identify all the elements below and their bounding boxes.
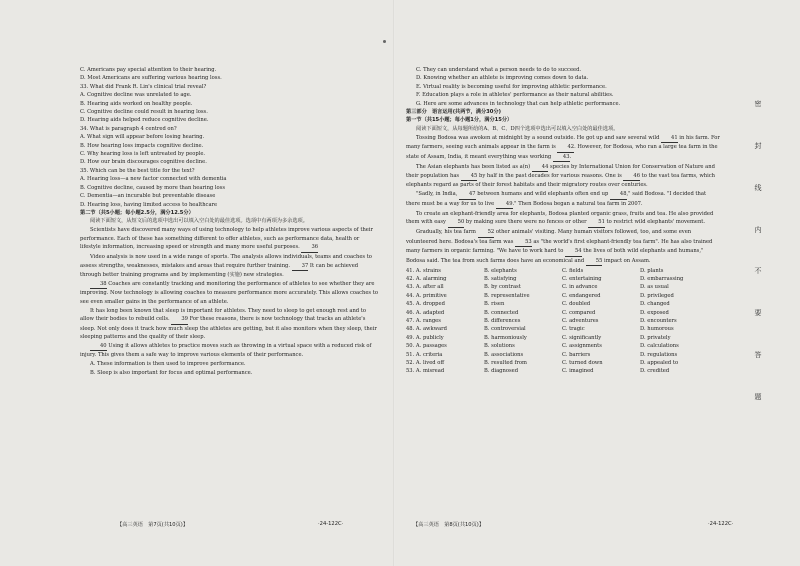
page-footer-code: ·24-122C·	[708, 521, 734, 527]
option-cell: C. entertaining	[562, 275, 602, 282]
option-lines	[406, 66, 721, 108]
text-line: B. Hearing aids worked on healthy people.	[80, 100, 193, 107]
option-row	[406, 359, 718, 367]
option-cell: C. adventures	[562, 317, 599, 324]
strip-char: 密	[754, 100, 762, 107]
blank-number: 53	[515, 238, 532, 247]
blank-number: 41	[661, 134, 678, 143]
option-cell: B. controversial	[484, 326, 526, 333]
text-line: C. Cognitive decline could result in hearing loss.	[80, 109, 208, 116]
passage	[80, 226, 380, 359]
blank-number: 52	[478, 228, 495, 237]
paragraph: To create an elephant-friendly area for elephants, Bodosa planted organic grass, fruits and tea. He also provided them with easy 50 by making sure there were no fences or other 51 to restrict wild elephants' movement.	[406, 210, 721, 228]
paragraph: 40 Using it allows athletes to practice moves such as throwing in a virtual space with a reduced risk of injury. This gives them a safe way to improve various elements of their performance.	[80, 342, 372, 359]
option-cell: 43. A. after all	[406, 284, 444, 291]
option-cell: D. changed	[640, 301, 670, 308]
option-row	[406, 367, 718, 375]
option-row	[406, 317, 718, 325]
option-cell: B. diagnosed	[484, 368, 519, 375]
option-cell: C. significantly	[562, 334, 602, 341]
strip-char: 要	[754, 309, 762, 317]
option-line: D. Knowing whether an athlete is improving comes down to data.	[416, 75, 589, 82]
option-row	[406, 275, 718, 283]
option-cell: C. imagined	[562, 368, 594, 375]
section-heading: 第二节（共5小题；每小题2.5分，满分12.5分）	[80, 209, 194, 216]
option-cell: C. tragic	[562, 326, 585, 333]
option-cell: 50. A. passages	[406, 343, 447, 350]
option-line: B. Sleep is also important for focus and optimal performance.	[90, 369, 253, 376]
option-cell: 49. A. publicly	[406, 334, 444, 341]
option-cell: D. humorous	[640, 326, 674, 333]
option-row	[406, 283, 718, 291]
option-cell: 44. A. primitive	[406, 292, 447, 299]
option-cell: D. credited	[640, 368, 670, 375]
option-cell: 51. A. criteria	[406, 351, 443, 358]
text-line: A. What sign will appear before losing hearing.	[80, 134, 205, 141]
option-cell: D. calculations	[640, 343, 679, 350]
option-cell: C. in advance	[562, 284, 598, 291]
option-cell: C. compared	[562, 309, 596, 316]
blank-number: 47	[459, 190, 476, 199]
option-line: E. Virtual reality is becoming useful for improving athletic performance.	[416, 83, 607, 90]
blank-number: 36	[301, 243, 318, 252]
option-cell: C. barriers	[562, 351, 591, 358]
blank-number: 49	[496, 200, 513, 209]
text-line: C. Why hearing loss is left untreated by people.	[80, 151, 206, 158]
blank-number: 37	[292, 262, 309, 271]
option-line: G. Here are some advances in technology that can help athletic performance.	[416, 100, 621, 107]
option-cell: B. harmoniously	[484, 334, 527, 341]
text-line: 33. What did Frank R. Lin's clinical trial reveal?	[80, 83, 207, 90]
blank-number: 45	[461, 172, 478, 181]
option-cell: B. associations	[484, 351, 524, 358]
text-line: 34. What is paragraph 4 centred on?	[80, 125, 177, 132]
paragraph: 38 Coaches are constantly tracking and monitoring the performance of athletes to see whether they are improving. Now technology is allowing coaches to measure performance more accurately. This allows coaches to see even smaller gains in the performance of an athlete.	[80, 280, 378, 305]
left-page	[0, 0, 395, 566]
blank-number: 38	[90, 280, 107, 289]
option-list	[80, 360, 380, 377]
right-page	[395, 0, 800, 566]
paragraph: Scientists have discovered many ways of using technology to help athletes improve various aspects of their performance. Each of these has something different to offer athletes, such as performance data, health or lifestyle information, increasing speed or strength and many more useful purposes. 36	[80, 226, 380, 252]
blank-number: 40	[90, 342, 107, 351]
part-heading: 第三部分 语言运用(共两节，满分30分)	[406, 109, 501, 116]
text-line: B. How hearing loss impacts cognitive decline.	[80, 142, 204, 149]
text-line: 35. Which can be the best title for the text?	[80, 167, 195, 174]
strip-char: 线	[754, 183, 762, 191]
option-line: A. These information is then used to improve performance.	[90, 361, 246, 368]
text-line: B. Cognitive decline, caused by more than hearing loss	[80, 184, 225, 191]
option-cell: C. doubled	[562, 301, 591, 308]
paragraph: Tossing Bodosa was awoken at midnight by a sound outside. He got up and saw several wild 41 in his farm. For many farmers, seeing such animals appear in the farm is 42. However, for Bodosa, who ran a large tea farm in the state of Assam, India, it meant everything was working 43.	[406, 134, 721, 162]
option-cell: B. resulted from	[484, 359, 527, 366]
text-line: D. How our brain discourages cognitive decline.	[80, 159, 207, 166]
option-cell: C. assignments	[562, 343, 602, 350]
option-cell: D. encounters	[640, 317, 677, 324]
option-cell: C. endangered	[562, 292, 601, 299]
option-cell: B. satisfying	[484, 275, 517, 282]
option-cell: B. risen	[484, 301, 505, 308]
option-row	[406, 351, 718, 359]
option-line: F. Education plays a role in athletes' performance as their natural abilities.	[416, 92, 614, 99]
blank-number: 46	[623, 172, 640, 181]
page-footer-code: ·24-122C·	[318, 521, 344, 527]
option-cell: D. plants	[640, 267, 664, 274]
text-line: A. Cognitive decline was unrelated to age.	[80, 92, 192, 99]
option-cell: B. solutions	[484, 343, 515, 350]
text-line: C. Dementia—an incurable but preventable disease	[80, 193, 216, 200]
strip-char: 答	[754, 351, 762, 359]
section-heading: 第一节（共15小题；每小题1分，满分15分）	[406, 117, 513, 124]
option-row	[406, 334, 718, 342]
option-cell: B. connected	[484, 309, 519, 316]
cloze-passage	[406, 134, 721, 266]
binding-hole-mark	[383, 40, 386, 43]
paragraph: "Sadly, in India, 47 between humans and wild elephants often end up 48," said Bodosa. "I decided that there must be a way for us to live 49." Then Bodosa began a natural tea farm in 2007.	[406, 190, 721, 209]
option-cell: D. exposed	[640, 309, 669, 316]
option-line: C. They can understand what a person needs to do to succeed.	[416, 67, 582, 73]
text-line: D. Hearing loss, having limited access to healthcare	[80, 201, 218, 208]
blank-number: 42	[557, 143, 574, 152]
strip-char: 不	[754, 267, 762, 275]
text-line: C. Americans pay special attention to their hearing.	[80, 67, 217, 73]
text-line: A. Hearing loss—a new factor connected with dementia	[80, 176, 227, 183]
option-cell: 45. A. dropped	[406, 301, 445, 308]
blank-number: 43	[553, 153, 570, 162]
option-cell: 41. A. strains	[406, 267, 441, 274]
strip-char: 内	[754, 225, 762, 233]
right-column	[406, 66, 721, 376]
option-cell: D. appealed to	[640, 359, 679, 366]
question-lines	[80, 66, 380, 209]
option-cell: D. privately	[640, 334, 671, 341]
option-cell: B. elephants	[484, 267, 517, 274]
option-cell: B. by contrast	[484, 284, 521, 291]
paragraph: Video analysis is now used in a wide range of sports. The analysis allows individuals, teams and coaches to assess strengths, weaknesses, mistakes and areas that require further training. 37 It can be achieved through better training programs and by implementing (实施) new strategies.	[80, 254, 372, 278]
option-cell: D. privileged	[640, 292, 674, 299]
text-line: D. Hearing aids helped reduce cognitive decline.	[80, 117, 209, 124]
paragraph: The Asian elephants has been listed as a(n) 44 species by International Union for Conservation of Nature and their population has 45 by half in the past decades for various reasons. One is 46 to the vast tea farms, which elephants regard as parts of their forest habitats and their migratory routes over centuries.	[406, 163, 716, 189]
option-row	[406, 292, 718, 300]
option-cell: D. as usual	[640, 284, 669, 291]
option-cell: 47. A. ranges	[406, 317, 441, 324]
option-cell: 52. A. lived off	[406, 359, 445, 366]
blank-number: 48	[610, 190, 627, 199]
page-footer-label: 【高三英语 第7页(共10页)】	[117, 522, 189, 528]
option-cell: 46. A. adapted	[406, 309, 445, 316]
blank-number: 54	[565, 247, 582, 256]
blank-number: 44	[532, 163, 549, 172]
option-cell: 48. A. awkward	[406, 326, 447, 333]
option-row	[406, 267, 718, 275]
option-cell: C. turned down	[562, 359, 603, 366]
option-row	[406, 325, 718, 333]
text-line: D. Most Americans are suffering various hearing loss.	[80, 75, 222, 82]
option-cell: C. fields	[562, 267, 584, 274]
paragraph: Gradually, his tea farm 52 other animals' visiting. Many human visitors followed, too, and some even volunteered here. Bodosa's tea farm was 53 as "the world's first elephant-friendly tea farm". He has also trained many farmers in organic farming. "We have to work hard to 54 the lives of both wild elephants and humans," Bodosa said. The tea from such farms does have an economical and 55 impact on Assam.	[406, 228, 721, 266]
blank-number: 51	[588, 218, 605, 227]
option-cell: D. regulations	[640, 351, 678, 358]
option-row	[406, 300, 718, 308]
option-row	[406, 342, 718, 350]
option-cell: B. differences	[484, 317, 521, 324]
option-cell: 42. A. alarming	[406, 275, 447, 282]
binding-line-notice	[751, 100, 765, 400]
instructions: 阅读下面短文，从短文后的选项中选出可以填入空白处的最佳选项。选项中有两项为多余选项。	[90, 218, 308, 225]
blank-number: 39	[171, 315, 188, 324]
option-cell: 53. A. misread	[406, 368, 445, 375]
option-row	[406, 309, 718, 317]
strip-char: 题	[754, 392, 762, 400]
blank-number: 50	[448, 218, 465, 227]
option-cell: D. embarrassing	[640, 275, 684, 282]
instructions: 阅读下面短文，从每题所给的A、B、C、D四个选项中选出可以填入空白处的最佳选项。	[416, 125, 619, 132]
left-column	[80, 66, 380, 377]
option-cell: B. representative	[484, 292, 530, 299]
blank-number: 55	[586, 257, 603, 266]
paragraph: It has long been known that sleep is important for athletes. They need to sleep to get enough rest and to allow their bodies to rebuild cells. 39 For these reasons, there is now technology that tracks an athlete's sleep. Not only does it track how much sleep the athletes are getting, but it also monitors when they sleep, their sleeping patterns and the quality of their sleep.	[80, 307, 377, 340]
answer-options-table	[406, 267, 718, 376]
page-footer-label: 【高三英语 第8页(共10页)】	[413, 522, 485, 528]
strip-char: 封	[754, 141, 762, 149]
